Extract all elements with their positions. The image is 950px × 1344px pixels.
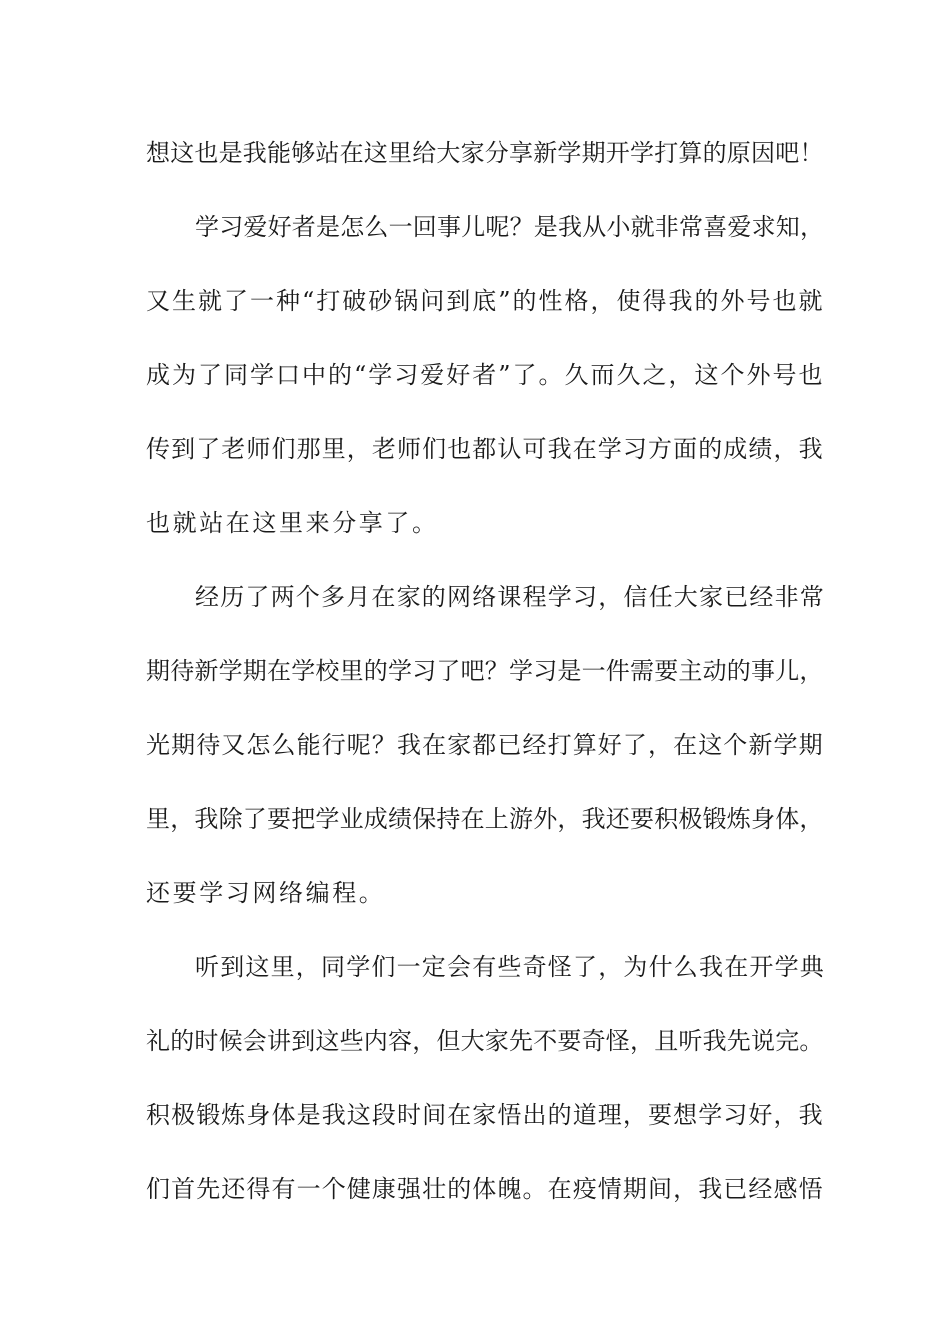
text-line: 光期待又怎么能行呢？我在家都已经打算好了，在这个新学期	[146, 731, 824, 759]
paragraph-start-line: 经历了两个多月在家的网络课程学习，信任大家已经非常	[195, 583, 825, 611]
text-line: 还要学习网络编程。	[146, 879, 386, 907]
text-line: 期待新学期在学校里的学习了吧？学习是一件需要主动的事儿，	[146, 657, 824, 685]
text-line: 们首先还得有一个健康强壮的体魄。在疫情期间，我已经感悟	[146, 1175, 824, 1203]
text-line: 也就站在这里来分享了。	[146, 509, 439, 537]
text-line: 成为了同学口中的“学习爱好者”了。久而久之，这个外号也	[146, 361, 825, 389]
paragraph-start-line: 学习爱好者是怎么一回事儿呢？是我从小就非常喜爱求知，	[195, 213, 825, 241]
text-line: 礼的时候会讲到这些内容，但大家先不要奇怪，且听我先说完。	[146, 1027, 824, 1055]
document-body	[146, 128, 826, 1238]
text-line: 又生就了一种“打破砂锅问到底”的性格，使得我的外号也就	[146, 287, 825, 315]
text-line: 积极锻炼身体是我这段时间在家悟出的道理，要想学习好，我	[146, 1101, 824, 1129]
paragraph-start-line: 听到这里，同学们一定会有些奇怪了，为什么我在开学典	[195, 953, 825, 981]
text-line: 里，我除了要把学业成绩保持在上游外，我还要积极锻炼身体，	[146, 805, 824, 833]
text-line: 想这也是我能够站在这里给大家分享新学期开学打算的原因吧！	[146, 139, 824, 167]
text-line: 传到了老师们那里，老师们也都认可我在学习方面的成绩，我	[146, 435, 824, 463]
